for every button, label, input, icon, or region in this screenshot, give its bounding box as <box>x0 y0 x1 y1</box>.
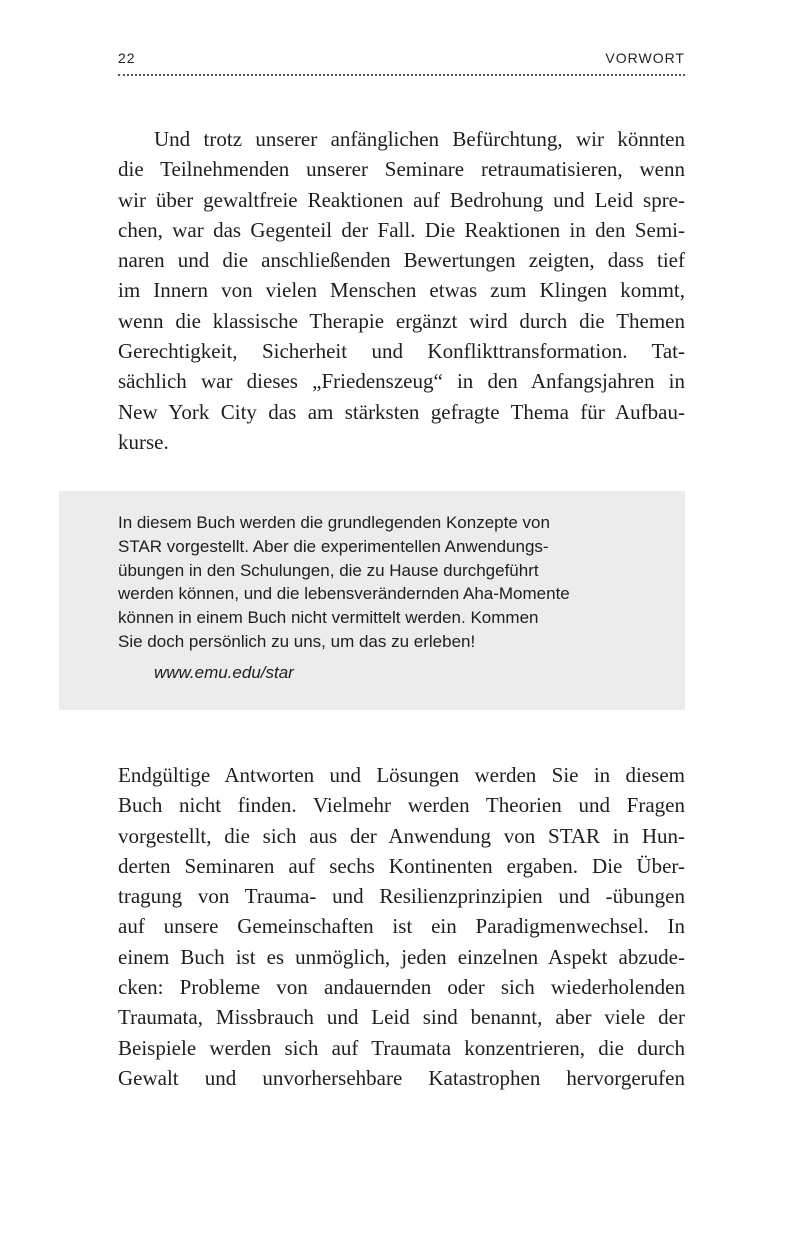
text-line: Beispiele werden sich auf Traumata konzentrieren, die durch <box>118 1035 685 1060</box>
text-line: New York City das am stärksten gefragte Thema für Aufbau- <box>118 399 685 424</box>
text-line: Gerechtigkeit, Sicherheit und Konflikttransformation. Tat- <box>118 339 685 364</box>
callout-line: übungen in den Schulungen, die zu Hause durchgeführt <box>118 560 539 580</box>
text-line: Gewalt und unvorhersehbare Katastrophen hervorgerufen <box>118 1065 685 1090</box>
text-line: vorgestellt, die sich aus der Anwendung von STAR in Hun- <box>118 823 685 848</box>
page-number: 22 <box>118 50 136 66</box>
text-line: im Innern von vielen Menschen etwas zum Klingen kommt, <box>118 278 685 303</box>
text-line: derten Seminaren auf sechs Kontinenten ergaben. Die Über- <box>118 853 685 878</box>
text-line: die Teilnehmenden unserer Seminare retraumatisieren, wenn <box>118 157 685 182</box>
text-line: einem Buch ist es unmöglich, jeden einzelnen Aspekt abzude- <box>118 944 685 969</box>
running-head: VORWORT <box>605 50 685 66</box>
text-line: kurse. <box>118 429 169 454</box>
callout-text <box>118 511 638 654</box>
header-divider <box>118 74 685 76</box>
paragraph-2 <box>118 760 685 1093</box>
text-line: Und trotz unserer anfänglichen Befürchtung, wir könnten <box>154 127 685 151</box>
text-line: wir über gewaltfreie Reaktionen auf Bedrohung und Leid spre- <box>118 187 685 212</box>
callout-line: In diesem Buch werden die grundlegenden Konzepte von <box>118 513 550 532</box>
callout-line: Sie doch persönlich zu uns, um das zu erleben! <box>118 631 476 651</box>
callout-url: www.emu.edu/star <box>154 663 294 682</box>
callout-line: können in einem Buch nicht vermittelt werden. Kommen <box>118 608 539 628</box>
text-line: sächlich war dieses „Friedenszeug“ in den Anfangsjahren in <box>118 369 685 394</box>
text-line: cken: Probleme von andauernden oder sich wiederholenden <box>118 975 685 1000</box>
text-line: Endgültige Antworten und Lösungen werden Sie in diesem <box>118 763 685 787</box>
text-line: naren und die anschließenden Bewertungen zeigten, dass tief <box>118 248 685 273</box>
paragraph-1 <box>118 124 685 457</box>
text-line: wenn die klassische Therapie ergänzt wird durch die Themen <box>118 308 685 333</box>
text-line: Traumata, Missbrauch und Leid sind benannt, aber viele der <box>118 1005 685 1030</box>
callout-line: werden können, und die lebensverändernden Aha-Momente <box>118 584 570 604</box>
text-line: tragung von Trauma- und Resilienzprinzipien und -übungen <box>118 884 685 909</box>
callout-line: STAR vorgestellt. Aber die experimentellen Anwendungs- <box>118 536 549 556</box>
callout-box <box>59 491 685 710</box>
text-line: auf unsere Gemeinschaften ist ein Paradigmenwechsel. In <box>118 914 685 939</box>
page-header <box>118 50 685 70</box>
text-line: chen, war das Gegenteil der Fall. Die Reaktionen in den Semi- <box>118 217 685 242</box>
text-line: Buch nicht finden. Vielmehr werden Theorien und Fragen <box>118 793 685 818</box>
